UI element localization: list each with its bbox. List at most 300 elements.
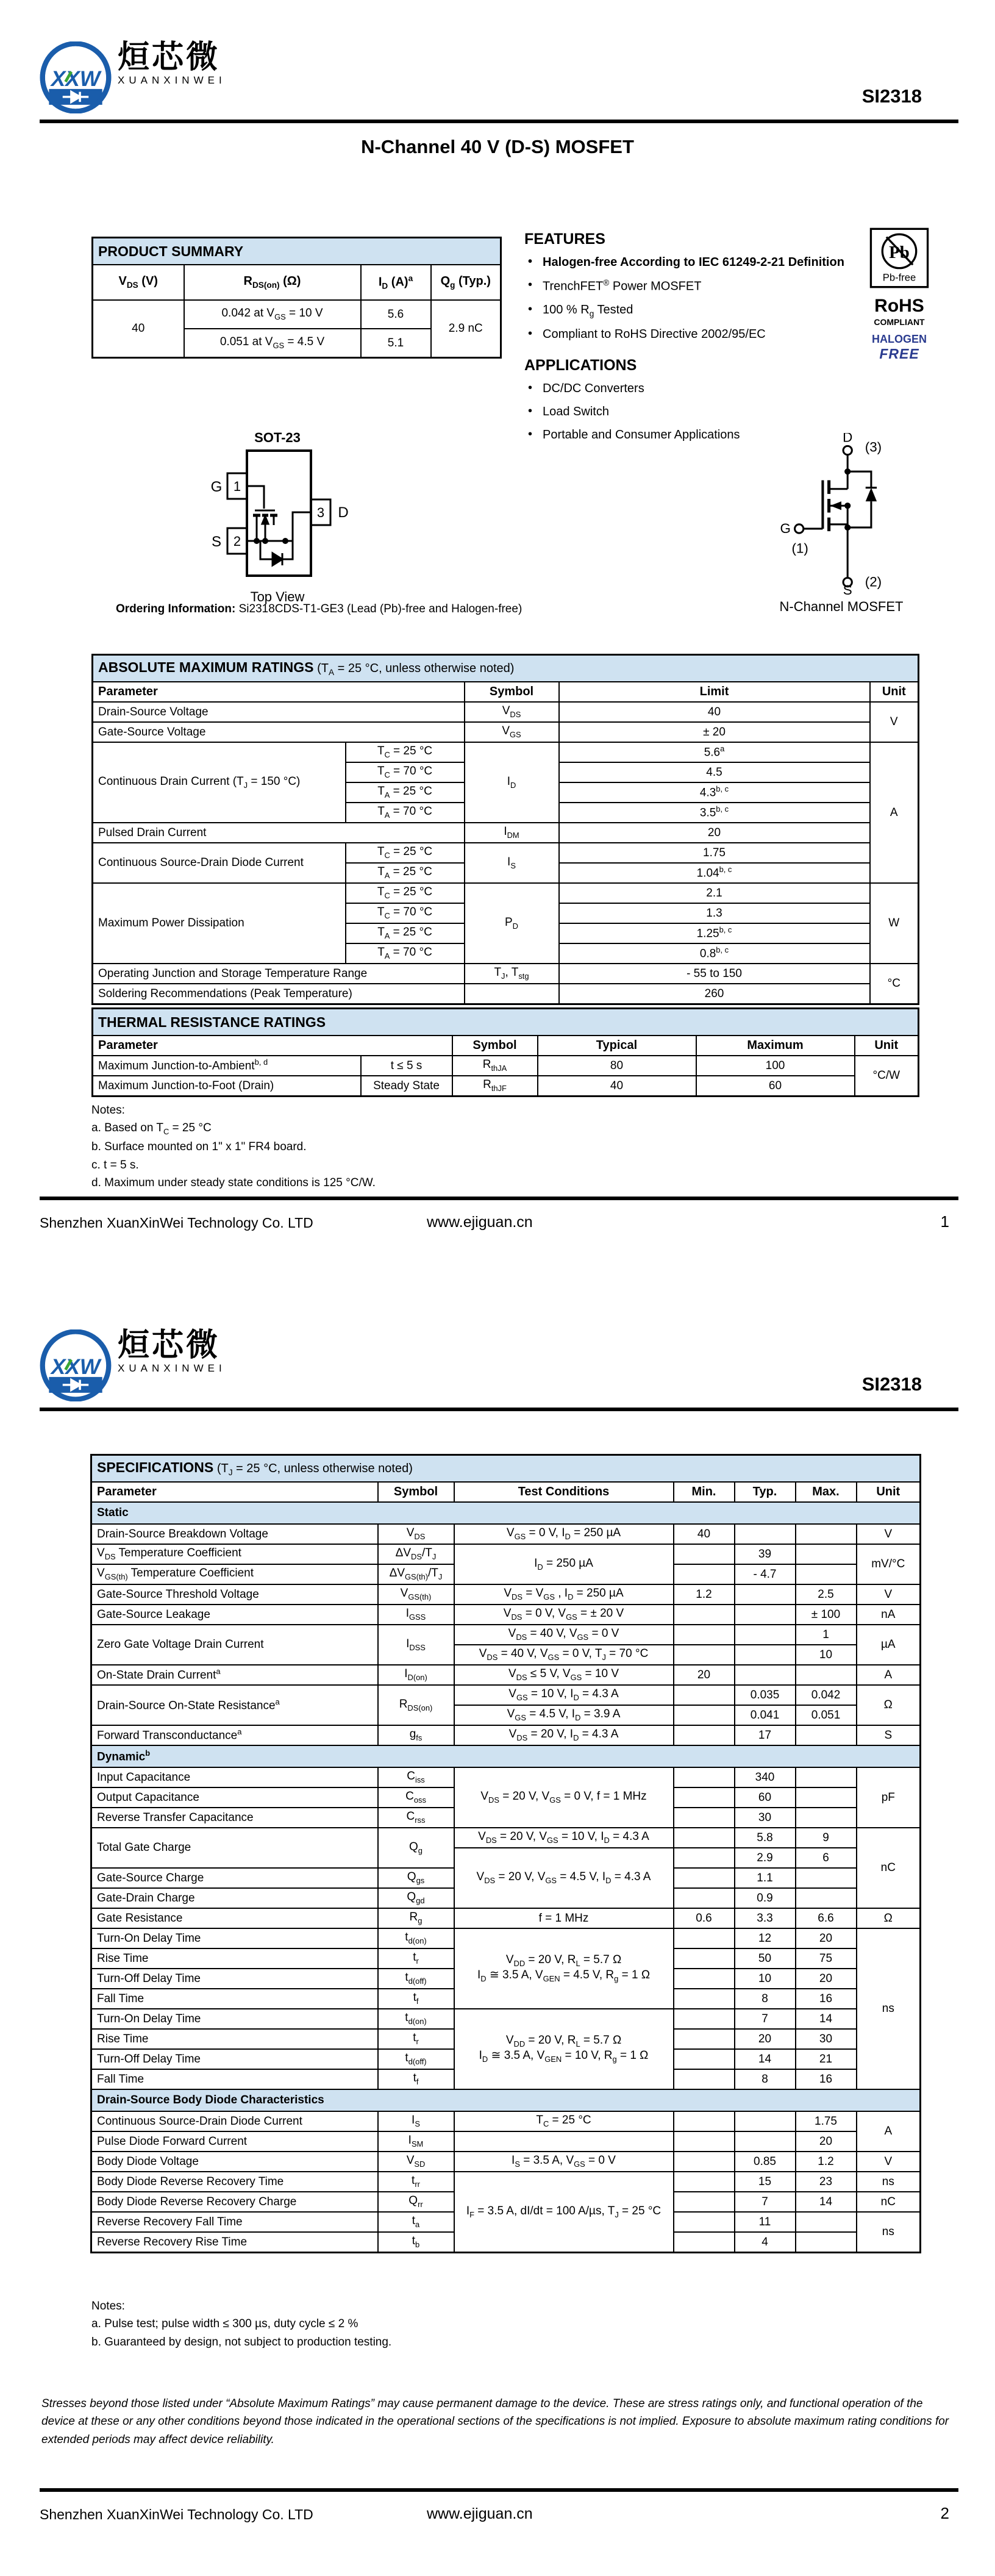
cell: °C <box>870 964 919 1004</box>
cell: $V_{DS} = 40$ V, $V_{GS} = 0$ V, $T_J = 70$ °C <box>454 1645 674 1665</box>
disclaimer-text: Stresses beyond those listed under “Absolute Maximum Ratings” may cause permanent damage to the device. These are stress ratings only, and functional operation of the device at these or any other conditions beyond those indicated in the operational sections of the specifications is not implied. Exposure to absolute maximum rating conditions for extended periods may affect device reliability. <box>41 2397 949 2446</box>
cell: $V_{GS} = 10$ V, $I_D = 4.3$ A <box>454 1685 674 1705</box>
cell <box>796 1808 857 1828</box>
cell <box>674 1564 735 1584</box>
cell <box>735 2111 796 2131</box>
cell: 3.5$^{b, c}$ <box>559 803 870 823</box>
cell: Fall Time <box>91 2069 378 2089</box>
table-row <box>91 1544 921 1564</box>
table-row <box>91 1605 921 1625</box>
cell: 0.035 <box>735 1685 796 1705</box>
col-header: Parameter <box>93 682 465 702</box>
cell: 10 <box>735 1969 796 1989</box>
note-item: b. Surface mounted on 1" x 1" FR4 board. <box>91 1140 307 1154</box>
table-row <box>91 1685 921 1705</box>
specifications-table <box>90 1454 921 2253</box>
company-name-cn: 烜芯微 <box>118 1328 221 1363</box>
note-item: d. Maximum under steady state conditions is 125 °C/W. <box>91 1176 376 1190</box>
cell <box>796 1868 857 1888</box>
cell: Gate-Source Leakage <box>91 1605 378 1625</box>
cell: pF <box>857 1767 921 1828</box>
table-row <box>91 1455 921 1483</box>
table-row <box>93 823 919 843</box>
table-row <box>91 1625 921 1645</box>
cell: $I_S$ <box>465 843 559 883</box>
cell <box>796 2212 857 2232</box>
cell: $I_{GSS}$ <box>378 1605 454 1625</box>
cell: $R_g$ <box>378 1908 454 1928</box>
cell: 30 <box>796 2029 857 2049</box>
cell: $I_{DSS}$ <box>378 1625 454 1665</box>
ordering-information <box>116 603 522 616</box>
header <box>40 41 226 113</box>
table-row <box>93 1056 919 1076</box>
company-logo <box>40 41 226 113</box>
cell: $I_{SM}$ <box>378 2131 454 2152</box>
part-number: SI2318 <box>861 85 922 107</box>
table-row <box>93 682 919 702</box>
list-item: • Portable and Consumer Applications <box>524 427 857 443</box>
cell: 1.04$^{b, c}$ <box>559 863 870 883</box>
cell: 4.5 <box>559 762 870 782</box>
cell <box>674 1605 735 1625</box>
table-row <box>91 1665 921 1685</box>
cell: 0.041 <box>735 1705 796 1725</box>
table-row <box>91 1502 921 1524</box>
cell <box>674 1868 735 1888</box>
svg-text:G: G <box>780 521 791 537</box>
cell: $T_A = 25$ °C <box>346 782 465 803</box>
table-row <box>93 742 919 762</box>
cell: $T_J$, $T_{stg}$ <box>465 964 559 984</box>
cell: 3.3 <box>735 1908 796 1928</box>
cell: 0.85 <box>735 2152 796 2172</box>
cell <box>796 1665 857 1685</box>
cell: $t_{d(off)}$ <box>378 1969 454 1989</box>
note-item: b. Guaranteed by design, not subject to production testing. <box>91 2335 392 2349</box>
cell: $V_{GS(th)}$ Temperature Coefficient <box>91 1564 378 1584</box>
cell: $Q_g$ <box>378 1828 454 1868</box>
sot23-top-view-icon <box>155 446 399 586</box>
cell: $t_f$ <box>378 2069 454 2089</box>
cell: Maximum Junction-to-Ambient$^{b, d}$ <box>93 1056 361 1076</box>
cell: 8 <box>735 2069 796 2089</box>
cell: Rise Time <box>91 1948 378 1969</box>
cell: Turn-On Delay Time <box>91 1928 378 1948</box>
section-header: Drain-Source Body Diode Characteristics <box>91 2089 921 2111</box>
cell <box>796 1767 857 1787</box>
rohs-label: RoHS <box>874 296 924 316</box>
svg-text:1: 1 <box>233 479 241 494</box>
list-item: • TrenchFET® Power MOSFET <box>524 277 857 295</box>
cell: 12 <box>735 1928 796 1948</box>
svg-text:2: 2 <box>233 534 241 549</box>
cell: Turn-On Delay Time <box>91 2009 378 2029</box>
cell <box>674 2069 735 2089</box>
table-row <box>91 1908 921 1928</box>
thermal-resistance-table <box>91 1007 919 1097</box>
cell: A <box>870 742 919 883</box>
package-name: SOT-23 <box>254 430 301 445</box>
product-summary-table <box>91 237 502 359</box>
table-row <box>91 2111 921 2131</box>
notes-title: Notes: <box>91 2300 125 2313</box>
cell: 5.6$^a$ <box>559 742 870 762</box>
cell <box>454 2009 674 2089</box>
cell: 14 <box>796 2009 857 2029</box>
cell: Continuous Source-Drain Diode Current <box>91 2111 378 2131</box>
table-row <box>93 1036 919 1056</box>
package-caption: Top View <box>250 589 305 604</box>
cell: ns <box>857 1928 921 2089</box>
cell: $t_b$ <box>378 2232 454 2253</box>
cell: 30 <box>735 1808 796 1828</box>
col-header: Typ. <box>735 1482 796 1502</box>
table-row <box>93 883 919 903</box>
cell <box>674 1989 735 2009</box>
cell: 1.3 <box>559 903 870 923</box>
cell: $Q_{rr}$ <box>378 2192 454 2212</box>
svg-text:(1): (1) <box>791 540 808 556</box>
cell: 60 <box>696 1076 855 1097</box>
col-header: $R_{DS(on)}$ (Ω) <box>184 265 361 300</box>
header-rule <box>40 120 958 123</box>
col-header: $I_D$ $(A)^a$ <box>361 265 431 300</box>
cell <box>674 2192 735 2212</box>
cell: 2.1 <box>559 883 870 903</box>
footer-website: www.ejiguan.cn <box>427 1214 533 1231</box>
cell: 340 <box>735 1767 796 1787</box>
cell: $V_{DS} = 20$ V, $V_{GS} = 4.5$ V, $I_D = 4.3$ A <box>454 1848 674 1908</box>
cell: $I_F = 3.5$ A, dI/dt = 100 A/µs, $T_J = 25$ °C <box>454 2172 674 2253</box>
cell: Gate-Source Charge <box>91 1868 378 1888</box>
spec-title <box>91 1455 921 1483</box>
svg-text:S: S <box>843 582 852 595</box>
table-row <box>91 1767 921 1787</box>
table-row <box>91 1725 921 1745</box>
svg-text:G: G <box>210 479 223 495</box>
footer-page-number: 2 <box>940 2504 949 2522</box>
col-header: Unit <box>857 1482 921 1502</box>
cell: 2.5 <box>796 1584 857 1605</box>
col-header: Symbol <box>378 1482 454 1502</box>
cell: Forward Transconductance$^a$ <box>91 1725 378 1745</box>
cell: ± 100 <box>796 1605 857 1625</box>
company-name-en: XUANXINWEI <box>118 74 226 86</box>
features-list <box>524 254 857 342</box>
cell: 20 <box>735 2029 796 2049</box>
ordering-value: Si2318CDS-T1-GE3 (Lead (Pb)-free and Halogen-free) <box>235 603 522 615</box>
cell <box>674 2172 735 2192</box>
compliance-badges <box>863 227 936 362</box>
header-rule <box>40 1408 958 1411</box>
cell: 40 <box>93 300 184 358</box>
table-row <box>91 2152 921 2172</box>
cell: 1.2 <box>674 1584 735 1605</box>
cell: $R_{DS(on)}$ <box>378 1685 454 1725</box>
cell: 7 <box>735 2009 796 2029</box>
cell <box>674 2232 735 2253</box>
table-row <box>91 2009 921 2029</box>
logo-mark-icon <box>40 1329 112 1401</box>
cell: V <box>870 702 919 742</box>
list-item: • 100 % $R_g$ Tested <box>524 302 857 320</box>
thermal-title: THERMAL RESISTANCE RATINGS <box>93 1009 919 1036</box>
cell: 2.9 <box>735 1848 796 1868</box>
cell: $t_{rr}$ <box>378 2172 454 2192</box>
cell: ns <box>857 2212 921 2253</box>
cell <box>796 1888 857 1908</box>
cell: t ≤ 5 s <box>361 1056 452 1076</box>
spec-title-note: ($T_J = 25$ °C, unless otherwise noted) <box>213 1462 413 1478</box>
note-item: a. Based on $T_C = 25$ °C <box>91 1122 212 1137</box>
cell <box>674 1948 735 1969</box>
cell: $I_{DM}$ <box>465 823 559 843</box>
footer-rule <box>40 2488 958 2492</box>
cell <box>674 2111 735 2131</box>
notes-title: Notes: <box>91 1104 125 1117</box>
cell: 260 <box>559 984 870 1004</box>
logo-mark-icon <box>40 41 112 113</box>
cell: Output Capacitance <box>91 1787 378 1808</box>
col-header: Limit <box>559 682 870 702</box>
logo-text <box>118 1329 226 1375</box>
list-item: • DC/DC Converters <box>524 381 857 396</box>
cell: - 55 to 150 <box>559 964 870 984</box>
cell <box>735 1605 796 1625</box>
cell: $T_C = 25$ °C <box>346 843 465 863</box>
cell: $t_r$ <box>378 2029 454 2049</box>
cell: $I_S$ <box>378 2111 454 2131</box>
col-header: Maximum <box>696 1036 855 1056</box>
cell: $t_f$ <box>378 1989 454 2009</box>
amr-title-text: ABSOLUTE MAXIMUM RATINGS <box>98 659 314 676</box>
cell: 23 <box>796 2172 857 2192</box>
cell: 7 <box>735 2192 796 2212</box>
cell: $t_a$ <box>378 2212 454 2232</box>
cell: $T_C = 70$ °C <box>346 762 465 782</box>
cell: V <box>857 1584 921 1605</box>
cell: On-State Drain Current$^a$ <box>91 1665 378 1685</box>
cell: 6 <box>796 1848 857 1868</box>
cell: 20 <box>796 2131 857 2152</box>
cell: 0.042 at $V_{GS} = 10$ V <box>184 300 361 329</box>
cell: 2.9 nC <box>431 300 501 358</box>
cell: $C_{iss}$ <box>378 1767 454 1787</box>
cell: $V_{DS} = 40$ V, $V_{GS} = 0$ V <box>454 1625 674 1645</box>
cell <box>674 1828 735 1848</box>
table-row <box>91 1524 921 1544</box>
svg-text:Pb: Pb <box>889 243 910 262</box>
table-row <box>93 1076 919 1097</box>
cell: Maximum Power Dissipation <box>93 883 346 964</box>
cell: Continuous Drain Current ($T_J = 150$ °C) <box>93 742 346 823</box>
cell <box>796 1787 857 1808</box>
cell <box>735 1524 796 1544</box>
cell <box>454 2131 674 2152</box>
cell <box>674 2131 735 2152</box>
cell: V <box>857 1524 921 1544</box>
cell <box>674 1725 735 1745</box>
table-row <box>91 1584 921 1605</box>
footer-page-number: 1 <box>940 1212 949 1231</box>
cell: $V_{DS}$ <box>465 702 559 722</box>
cell: nC <box>857 2192 921 2212</box>
cell: $P_D$ <box>465 883 559 964</box>
col-header: Unit <box>870 682 919 702</box>
cell: 8 <box>735 1989 796 2009</box>
cell: mV/°C <box>857 1544 921 1584</box>
cell: $I_D = 250$ µA <box>454 1544 674 1584</box>
cell <box>735 2131 796 2152</box>
cell: 0.9 <box>735 1888 796 1908</box>
cell: 14 <box>796 2192 857 2212</box>
cell <box>674 1888 735 1908</box>
footer-website: www.ejiguan.cn <box>427 2505 533 2522</box>
table-row <box>91 1828 921 1848</box>
table-row <box>91 1482 921 1502</box>
col-header: Parameter <box>93 1036 452 1056</box>
cell: $T_C = 25$ °C <box>346 742 465 762</box>
col-header: $V_{DS}$ (V) <box>93 265 184 300</box>
cell: 4.3$^{b, c}$ <box>559 782 870 803</box>
free-label: FREE <box>879 346 919 362</box>
cell: Reverse Transfer Capacitance <box>91 1808 378 1828</box>
cell: Zero Gate Voltage Drain Current <box>91 1625 378 1665</box>
list-item: • Load Switch <box>524 404 857 420</box>
pb-free-icon <box>869 227 930 289</box>
cell <box>674 2152 735 2172</box>
cell: Maximum Junction-to-Foot (Drain) <box>93 1076 361 1097</box>
cell: $T_A = 25$ °C <box>346 863 465 883</box>
cell <box>674 1787 735 1808</box>
cell: $C_{oss}$ <box>378 1787 454 1808</box>
cell: S <box>857 1725 921 1745</box>
page-title: N-Channel 40 V (D-S) MOSFET <box>361 136 634 157</box>
note-item: c. t = 5 s. <box>91 1158 139 1172</box>
table-row <box>93 300 501 329</box>
n-channel-mosfet-symbol-icon <box>750 433 933 595</box>
cell: $I_{D(on)}$ <box>378 1665 454 1685</box>
cell: $I_S = 3.5$ A, $V_{GS} = 0$ V <box>454 2152 674 2172</box>
table-row <box>91 1928 921 1948</box>
cell <box>674 1969 735 1989</box>
cell: 0.051 at $V_{GS} = 4.5$ V <box>184 329 361 358</box>
company-name-cn: 烜芯微 <box>118 40 221 75</box>
cell <box>674 1625 735 1645</box>
cell <box>465 984 559 1004</box>
cell <box>674 2009 735 2029</box>
cell: W <box>870 883 919 964</box>
cell: Steady State <box>361 1076 452 1097</box>
cell: Pulse Diode Forward Current <box>91 2131 378 2152</box>
cell: Input Capacitance <box>91 1767 378 1787</box>
section-header: Dynamic$^b$ <box>91 1745 921 1767</box>
col-header: Max. <box>796 1482 857 1502</box>
col-header: Typical <box>538 1036 696 1056</box>
cell: $t_r$ <box>378 1948 454 1969</box>
cell: Gate-Source Threshold Voltage <box>91 1584 378 1605</box>
cell: 20 <box>559 823 870 843</box>
cell: $V_{DS}$ <box>378 1524 454 1544</box>
cell: 100 <box>696 1056 855 1076</box>
table-row <box>93 265 501 300</box>
cell: 20 <box>796 1969 857 1989</box>
cell: Ω <box>857 1685 921 1725</box>
table-row <box>93 722 919 742</box>
cell: 50 <box>735 1948 796 1969</box>
cell: 20 <box>796 1928 857 1948</box>
col-header: Parameter <box>91 1482 378 1502</box>
footer-rule <box>40 1197 958 1200</box>
col-header: Test Conditions <box>454 1482 674 1502</box>
list-item: • Compliant to RoHS Directive 2002/95/EC <box>524 326 857 342</box>
cell: $V_{GS(th)}$ <box>378 1584 454 1605</box>
cell <box>674 1848 735 1868</box>
cell: $t_{d(off)}$ <box>378 2049 454 2069</box>
cell: 80 <box>538 1056 696 1076</box>
list-item: • Halogen-free According to IEC 61249-2-21 Definition <box>524 254 857 270</box>
cell <box>796 2232 857 2253</box>
company-name-en: XUANXINWEI <box>118 1362 226 1374</box>
cell: Ω <box>857 1908 921 1928</box>
table-row <box>93 964 919 984</box>
amr-title <box>93 655 919 682</box>
cell <box>674 1808 735 1828</box>
cell: Reverse Recovery Fall Time <box>91 2212 378 2232</box>
footer-company: Shenzhen XuanXinWei Technology Co. LTD <box>40 1215 313 1231</box>
cell: $T_A = 70$ °C <box>346 943 465 964</box>
cell: $V_{DS} = V_{GS}$ , $I_D = 250$ µA <box>454 1584 674 1605</box>
cell: $V_{DS} = 20$ V, $V_{GS} = 10$ V, $I_D = 4.3$ A <box>454 1828 674 1848</box>
cell: 5.1 <box>361 329 431 358</box>
cell: 60 <box>735 1787 796 1808</box>
cell: - 4.7 <box>735 1564 796 1584</box>
test-condition-line: $I_D$ ≅ 3.5 A, $V_{GEN} = 4.5$ V, $R_g = 1$ Ω <box>477 1969 651 1983</box>
col-header: Unit <box>855 1036 919 1056</box>
cell: 21 <box>796 2049 857 2069</box>
col-header: Symbol <box>465 682 559 702</box>
cell: $g_{fs}$ <box>378 1725 454 1745</box>
cell: $R_{thJA}$ <box>452 1056 538 1076</box>
col-header: Min. <box>674 1482 735 1502</box>
table-row <box>93 843 919 863</box>
cell <box>796 1725 857 1745</box>
cell: Reverse Recovery Rise Time <box>91 2232 378 2253</box>
cell <box>735 1584 796 1605</box>
cell: $I_D$ <box>465 742 559 823</box>
col-header: Symbol <box>452 1036 538 1056</box>
cell: °C/W <box>855 1056 919 1097</box>
company-logo <box>40 1329 226 1401</box>
cell: $C_{rss}$ <box>378 1808 454 1828</box>
cell: 1.2 <box>796 2152 857 2172</box>
cell: f = 1 MHz <box>454 1908 674 1928</box>
absolute-maximum-ratings-table <box>91 654 919 1005</box>
table-row <box>91 1745 921 1767</box>
cell: $V_{DS} = 0$ V, $V_{GS}$ = ± 20 V <box>454 1605 674 1625</box>
svg-text:S: S <box>211 534 222 550</box>
cell: $V_{GS} = 0$ V, $I_D = 250$ µA <box>454 1524 674 1544</box>
cell: $t_{d(on)}$ <box>378 2009 454 2029</box>
cell: $V_{GS} = 4.5$ V, $I_D = 3.9$ A <box>454 1705 674 1725</box>
footer-company: Shenzhen XuanXinWei Technology Co. LTD <box>40 2506 313 2522</box>
cell: 5.6 <box>361 300 431 329</box>
cell: $t_{d(on)}$ <box>378 1928 454 1948</box>
table-row <box>93 1009 919 1036</box>
logo-text <box>118 41 226 87</box>
cell <box>674 1705 735 1725</box>
